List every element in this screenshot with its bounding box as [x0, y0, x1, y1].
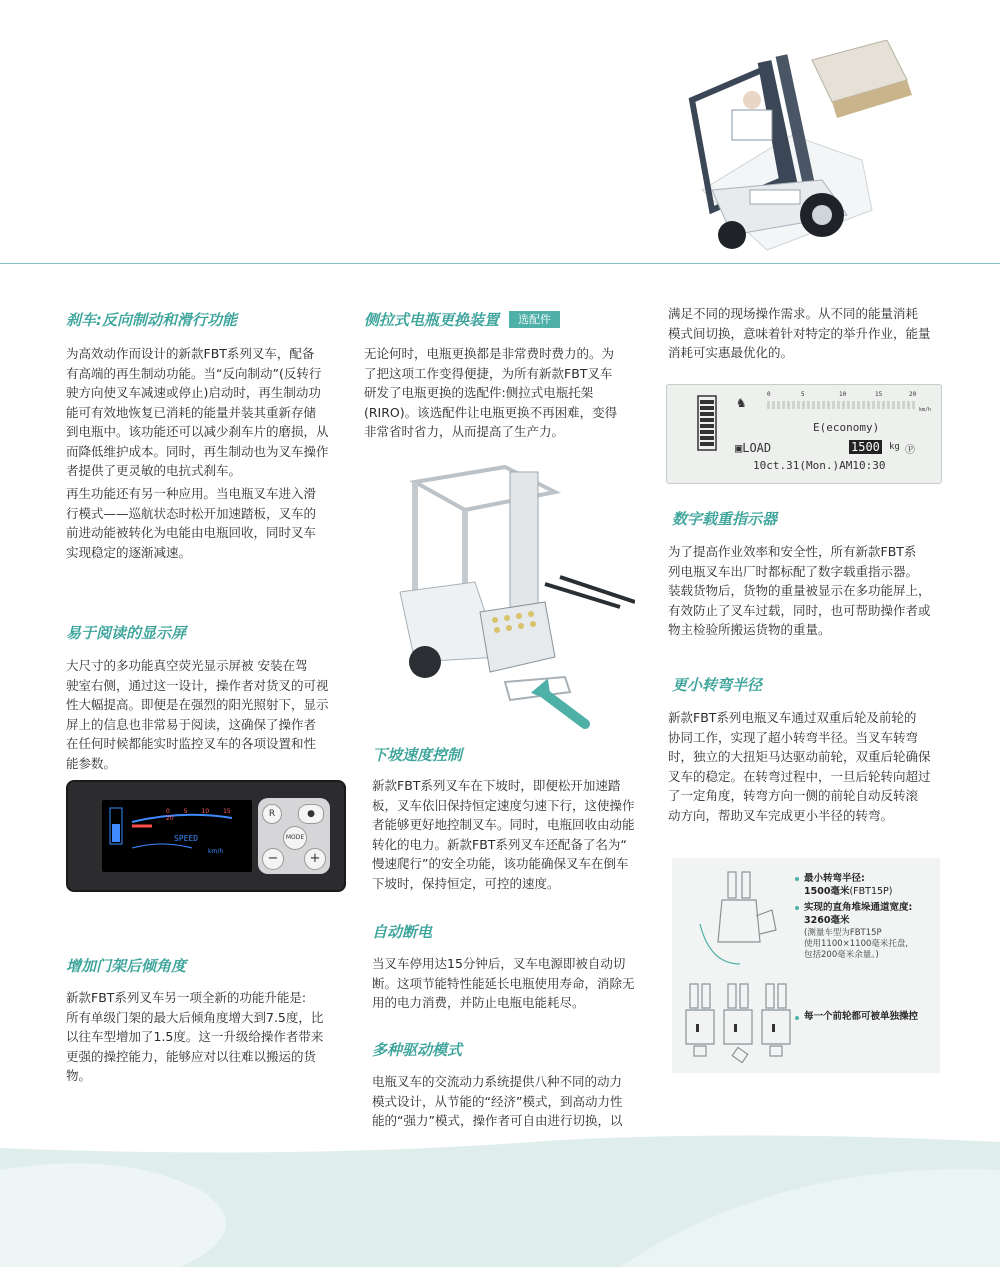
turning-paragraph: 新款FBT系列电瓶叉车通过双重后轮及前轮的 协同工作，实现了超小转弯半径。当叉车转弯 时，独立的大扭矩马达驱动前轮，双重后轮确保 叉车的稳定。在转弯过程中，一旦后轮转向超过 了一定角度，转弯方向一侧的前轮自动反转滚 动方向，帮助叉车完成更小半径的转弯。 — [668, 710, 931, 823]
mast-heading: 增加门架后倾角度 — [66, 957, 187, 975]
scale-paragraph: 为了提高作业效率和安全性，所有新款FBT系 列电瓶叉车出厂时都标配了数字载重指示器。 装载货物后，货物的重量被显示在多功能屏上， 有效防止了叉车过载，同时，也可帮助操作者或 物主检验所搬运货物的重量。 — [668, 544, 931, 637]
braking-paragraph-2: 再生功能还有另一种应用。当电瓶叉车进入滑 行模式——巡航状态时松开加速踏板，叉车的 前进动能被转化为电能由电瓶回收，同时叉车 实现稳定的逐渐减速。 — [66, 486, 317, 560]
display-heading: 易于阅读的显示屏 — [66, 624, 187, 642]
bullet-icon — [795, 1016, 799, 1020]
battery-heading-text: 侧拉式电瓶更换装置 — [364, 311, 500, 329]
turtle-button[interactable] — [298, 804, 324, 824]
turning-note-5: (测量车型为FBT15P 使用1100×1100毫米托盘, 包括200毫米余量。) — [804, 928, 909, 960]
lcd-datetime: 10ct.31(Mon.)AM10:30 — [753, 459, 886, 472]
dashboard-button-pad — [258, 798, 330, 874]
dash-speed-label: SPEED — [174, 834, 199, 843]
turning-note-1: 最小转弯半径: — [804, 873, 865, 884]
lcd-mode: E(economy) — [813, 421, 880, 434]
autooff-paragraph: 当叉车停用达15分钟后，叉车电源即被自动切 断。这项节能特性能延长电瓶使用寿命，消除无 用的电力消费，并防止电瓶电能耗尽。 — [372, 956, 635, 1010]
optional-tag: 选配件 — [509, 311, 560, 328]
braking-heading: 刹车:反向制动和滑行功能 — [66, 311, 237, 329]
turning-note-3: 实现的直角堆垛通道宽度: — [804, 902, 913, 913]
turtle-icon: ♞ — [737, 395, 746, 411]
drive-paragraph-2: 满足不同的现场操作需求。从不同的能量消耗 模式间切换，意味着针对特定的举升作业，能量 消耗可实惠最优化的。 — [668, 306, 931, 360]
dashboard-display-image — [66, 780, 346, 892]
lcd-load-label: ▣LOAD — [735, 441, 772, 455]
turtle-icon: ● — [307, 809, 315, 819]
lcd-load-value: 1500 — [851, 440, 880, 454]
dash-speed-ticks: 0 5 10 15 20 — [166, 808, 231, 822]
downhill-heading: 下坡速度控制 — [372, 746, 463, 764]
parking-icon: Ⓟ — [905, 445, 915, 456]
reverse-button[interactable]: R — [262, 804, 282, 824]
battery-heading — [364, 309, 560, 330]
turning-forklift-diagrams — [680, 864, 800, 1069]
dash-unit: km/h — [208, 848, 224, 855]
load-indicator-lcd: ♞ 0 5 10 15 20 km/h E(economy) ▣LOAD 1500 kg Ⓟ 10ct.31(Mon.)AM10:30 — [666, 384, 942, 484]
drive-heading: 多种驱动模式 — [372, 1041, 463, 1059]
battery-paragraph: 无论何时，电瓶更换都是非常费时费力的。为 了把这项工作变得便捷，为所有新款FBT叉车 研发了电瓶更换的选配件:侧拉式电瓶托架 (RIRO)。该选配件让电瓶更换不再困难，变得 非常省时省力，从而提高了生产力。 — [364, 346, 618, 439]
display-paragraph: 大尺寸的多功能真空荧光显示屏被 安装在驾 驶室右侧，通过这一设计，操作者对货叉的可视 性大幅提高。即便是在强烈的阳光照射下，显示 屏上的信息也非常易于阅读，这确保了操作者 在任何时候都能实时监控叉车的各项设置和性 能参数。 — [66, 658, 329, 771]
lcd-speed-bar — [767, 401, 917, 409]
minus-button[interactable]: − — [262, 848, 284, 870]
autooff-heading: 自动断电 — [372, 923, 433, 941]
bullet-icon — [795, 906, 799, 910]
bottom-wave-decoration — [0, 1130, 1000, 1267]
load-icon: ▣ — [735, 441, 743, 455]
turning-note-6: 每一个前轮都可被单独操控 — [804, 1011, 919, 1022]
turning-note-2: 1500毫米(FBT15P) — [804, 886, 893, 897]
drive-paragraph-1: 电瓶叉车的交流动力系统提供八种不同的动力 模式设计，从节能的“经济”模式，到高动力性 能的“强力”模式，操作者可自由进行切换，以 — [372, 1074, 623, 1128]
turning-note-4: 3260毫米 — [804, 915, 850, 926]
mast-paragraph: 新款FBT系列叉车另一项全新的功能升能是: 所有单级门架的最大后倾角度增大到7.5度，比 以往车型增加了1.5度。这一升级给操作者带来 更强的操控能力，能够应对以往难以搬运的货 物。 — [66, 990, 324, 1083]
lcd-load-unit: kg — [889, 442, 900, 452]
downhill-paragraph: 新款FBT系列叉车在下坡时，即便松开加速踏 板，叉车依旧保持恒定速度匀速下行，这使操作 者能够更好地控制叉车。同时，电瓶回收由动能 转化的电力。新款FBT系列叉车还配备了名为“ 慢速爬行”的安全功能，该功能确保叉车在倒车 下坡时，保持恒定，可控的速度。 — [372, 778, 635, 891]
mode-button[interactable]: MODE — [283, 826, 307, 850]
battery-level-icon — [697, 395, 717, 451]
battery-change-image — [395, 462, 635, 730]
turning-radius-diagram — [672, 858, 940, 1073]
plus-button[interactable]: + — [304, 848, 326, 870]
scale-heading: 数字载重指示器 — [672, 510, 778, 528]
dashboard-screen — [102, 800, 252, 872]
lcd-unit: km/h — [919, 407, 932, 413]
forklift-hero-image — [672, 40, 922, 265]
turning-heading: 更小转弯半径 — [672, 676, 763, 694]
braking-paragraph-1: 为高效动作而设计的新款FBT系列叉车，配备 有高端的再生制动功能。当“反向制动”(反转行 驶方向使叉车减速或停止)启动时，再生制动功 能可有效地恢复已消耗的能量并装其重新存储 到电瓶中。该功能还可以减少刹车片的磨损，从 而降低维护成本。同时，再生制动也为叉车操作 者提供了更灵敏的电抗式刹车。 — [66, 346, 329, 478]
bullet-icon — [795, 877, 799, 881]
